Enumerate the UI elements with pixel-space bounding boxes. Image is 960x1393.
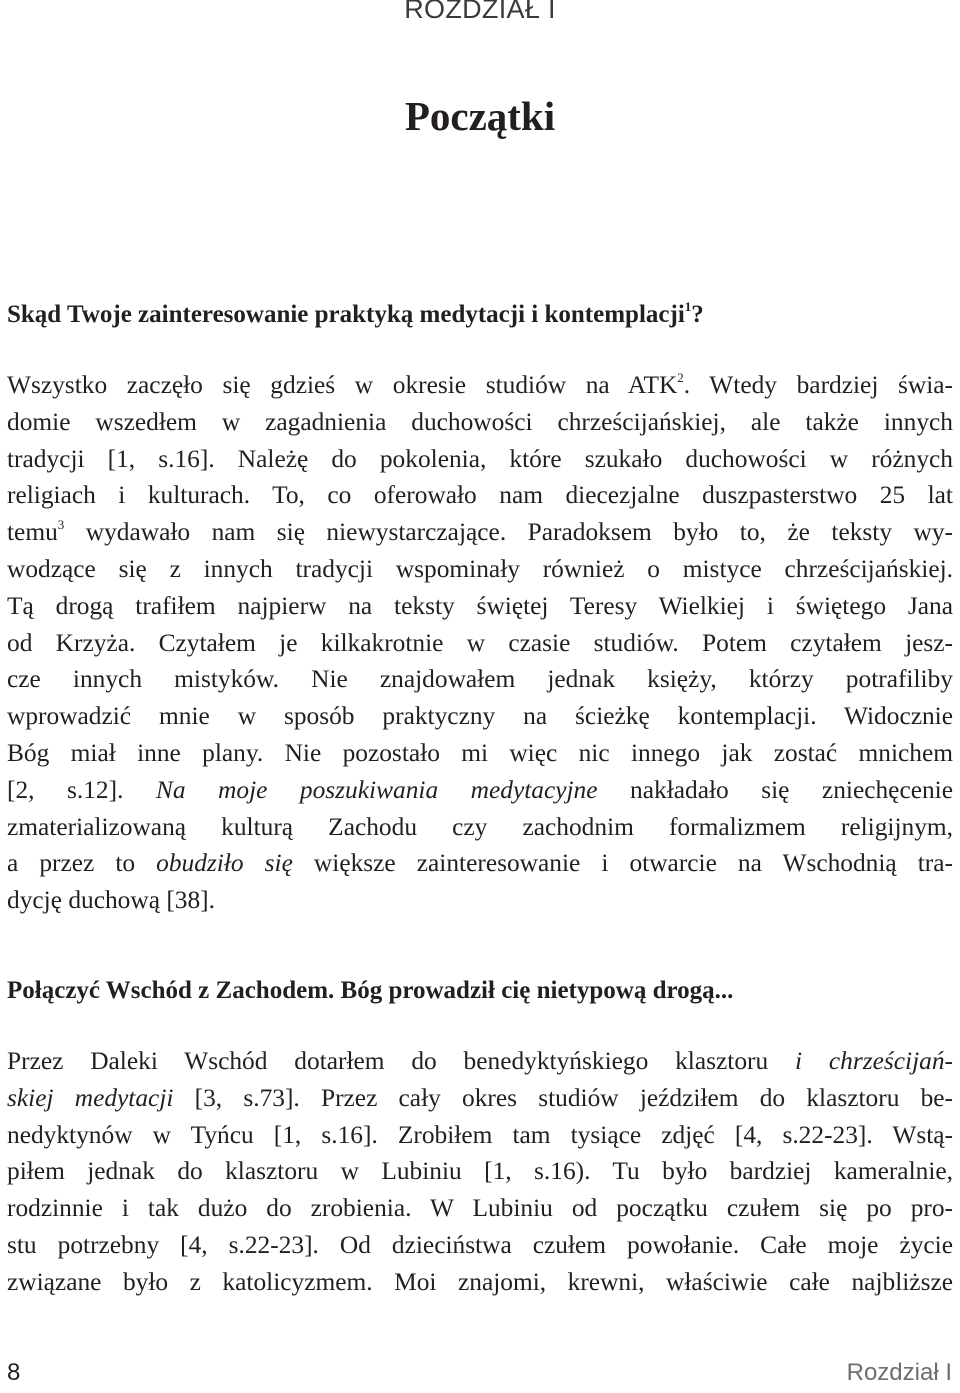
- paragraph-line: związane było z katolicyzmem. Moi znajomi, krewni, właściwie całe najbliższe: [7, 1267, 953, 1296]
- chapter-title: Początki: [404, 93, 556, 139]
- text-run: a przez to: [7, 849, 157, 878]
- paragraph-line: wodzące się z innych tradycji wspominały również o mistyce chrześcijańskiej.: [7, 554, 953, 583]
- paragraph-line: zmaterializowaną kulturą Zachodu czy zachodnim formalizmem religijnym,: [7, 812, 953, 841]
- paragraph-line: Tą drogą trafiłem najpierw na teksty świętej Teresy Wielkiej i świętego Jana: [7, 591, 953, 620]
- italic-text-run: skiej medytacji: [7, 1083, 174, 1112]
- page-number: 8: [7, 1359, 21, 1386]
- text-run: Przez Daleki Wschód dotarłem do benedyktyńskiego klasztoru: [7, 1047, 796, 1075]
- footnote-marker: 2: [677, 369, 684, 385]
- question-mark: ?: [691, 301, 704, 328]
- paragraph-line: [7, 772, 953, 809]
- paragraph-line: [7, 1043, 953, 1080]
- answer-paragraph-2: [7, 1043, 953, 1301]
- text-run: . Wtedy bardziej świa-: [683, 371, 953, 399]
- italic-text-run: i chrześcijań-: [795, 1047, 953, 1075]
- paragraph-line: wprowadzić mnie w sposób praktyczny na ścieżkę kontemplacji. Widocznie: [7, 702, 953, 731]
- running-footer-chapter: Rozdział I: [846, 1359, 952, 1386]
- italic-text-run: obudziło się: [156, 849, 293, 878]
- paragraph-line: religiach i kulturach. To, co oferowało nam diecezjalne duszpasterstwo 25 lat: [7, 481, 953, 510]
- text-run: nakładało się zniechęcenie: [597, 775, 954, 804]
- paragraph-line: stu potrzebny [4, s.22-23]. Od dzieciństwa czułem powołanie. Całe moje życie: [7, 1230, 953, 1259]
- question-text: Skąd Twoje zainteresowanie praktyką medytacji i kontemplacji: [7, 301, 685, 328]
- text-run: [2, s.12].: [7, 775, 156, 804]
- paragraph-line: cze innych mistyków. Nie znajdowałem jednak księży, którzy potrafiliby: [7, 665, 953, 694]
- paragraph-line: nedyktynów w Tyńcu [1, s.16]. Zrobiłem tam tysiące zdjęć [4, s.22-23]. Wstą-: [7, 1120, 953, 1149]
- question-heading-1: [7, 297, 953, 333]
- footnote-marker: 3: [57, 516, 65, 532]
- paragraph-line: [7, 1080, 953, 1117]
- text-run: temu: [7, 518, 58, 547]
- paragraph-line: [7, 514, 953, 551]
- text-run: większe zainteresowanie i otwarcie na Wschodnią tra-: [292, 849, 953, 878]
- paragraph-line: [7, 367, 953, 404]
- italic-text-run: Na moje poszukiwania medytacyjne: [155, 775, 598, 804]
- footnote-marker: 1: [684, 298, 692, 314]
- paragraph-line: domie wszedłem w zagadnienia duchowości chrześcijańskiej, ale także innych: [7, 407, 953, 436]
- question-heading-2: Połączyć Wschód z Zachodem. Bóg prowadził cię nietypową drogą...: [7, 977, 734, 1004]
- paragraph-line: piłem jednak do klasztoru w Lubiniu [1, s.16). Tu było bardziej kameralnie,: [7, 1157, 953, 1186]
- paragraph-line: Bóg miał inne plany. Nie pozostało mi więc nic innego jak zostać mnichem: [7, 738, 953, 767]
- paragraph-line: [7, 845, 953, 882]
- text-run: Wszystko zaczęło się gdzieś w okresie studiów na ATK: [7, 371, 678, 399]
- paragraph-line: tradycji [1, s.16]. Należę do pokolenia, które szukało duchowości w różnych: [7, 444, 953, 473]
- paragraph-line: od Krzyża. Czytałem je kilkakrotnie w czasie studiów. Potem czytałem jesz-: [7, 628, 953, 657]
- chapter-label: ROZDZIAŁ I: [404, 0, 556, 24]
- paragraph-line: dycję duchową [38].: [7, 886, 215, 915]
- paragraph-line: rodzinnie i tak dużo do zrobienia. W Lubiniu od początku czułem się po pro-: [7, 1194, 953, 1223]
- text-run: [3, s.73]. Przez cały okres studiów jeździłem do klasztoru be-: [173, 1083, 954, 1112]
- text-run: wydawało nam się niewystarczające. Paradoksem było to, że teksty wy-: [64, 518, 953, 547]
- answer-paragraph-1: [7, 367, 953, 919]
